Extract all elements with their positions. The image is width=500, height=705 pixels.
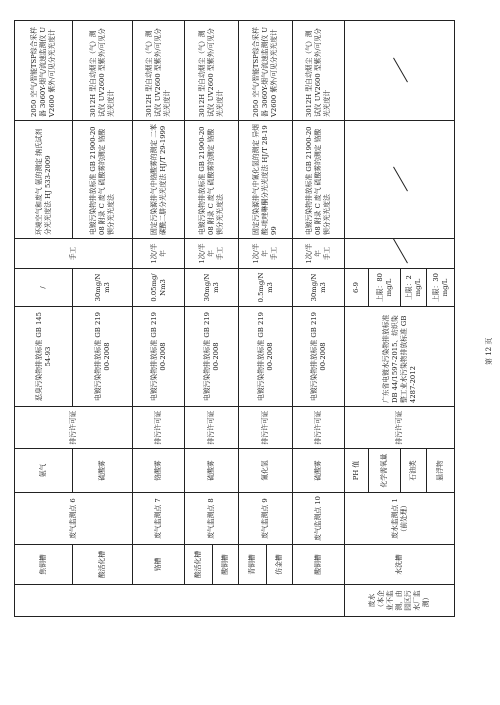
freq-mode: 手工 bbox=[323, 246, 331, 261]
table-row bbox=[133, 21, 185, 617]
area-cell: 焦铜槽 bbox=[15, 545, 73, 585]
monitor-type-cell: 排污许可证 bbox=[239, 407, 293, 449]
freq-mode: 手工 bbox=[216, 246, 224, 261]
limit-cell: 上限：30mg/L bbox=[427, 269, 455, 307]
table-row bbox=[293, 21, 345, 617]
slash-mark bbox=[393, 167, 408, 192]
point-cell: 废气监测点 10 bbox=[293, 493, 345, 545]
area-cell: 仿金槽 bbox=[267, 545, 293, 585]
freq-text: 1次/半年 bbox=[305, 243, 322, 264]
freq-cell: 手工 bbox=[15, 239, 133, 269]
freq-cell bbox=[293, 239, 345, 269]
standard-cell: 电镀污染物排放标准 GB 21900-2008 bbox=[239, 307, 293, 407]
point-cell: 废气监测点 8 bbox=[185, 493, 239, 545]
freq-cell: 1次/半年 bbox=[133, 239, 185, 269]
pollutant-cell: 硫酸雾 bbox=[185, 449, 239, 493]
monitor-type-cell: 排污许可证 bbox=[185, 407, 239, 449]
area-cell: 水洗槽 bbox=[345, 545, 455, 585]
point-cell: 废气监测点 9 bbox=[239, 493, 293, 545]
pollutant-cell: PH 值 bbox=[345, 449, 369, 493]
slash-mark bbox=[393, 239, 408, 264]
limit-cell: 上限：2mg/L bbox=[401, 269, 427, 307]
standard-cell: 恶臭污染物排放标准 GB 14554-93 bbox=[15, 307, 73, 407]
limit-cell: 0.05mg/Nm3 bbox=[133, 269, 185, 307]
instrument-cell: 2050 空气/智能TSP综合采样器 3060Y-烟气/流速监测仪 UV2600 紫外/可见分光光度计 bbox=[15, 21, 73, 121]
area-cell: 酸活化槽 bbox=[185, 545, 213, 585]
freq-cell bbox=[345, 239, 455, 269]
pollutant-cell: 石油类 bbox=[401, 449, 427, 493]
pollutant-cell: 硫酸雾 bbox=[293, 449, 345, 493]
area-cell: 青铜槽 bbox=[239, 545, 267, 585]
table-row bbox=[185, 21, 213, 617]
factory-cell bbox=[15, 585, 345, 617]
pollutant-cell: 铬酸雾 bbox=[133, 449, 185, 493]
pollutant-cell: 氰化氢 bbox=[239, 449, 293, 493]
monitor-type-cell: 排污许可证 bbox=[293, 407, 345, 449]
instrument-cell: 3012H 型自动烟尘（气）测试仪 UV2600 型紫外/可见分光光度计 bbox=[73, 21, 133, 121]
instrument-cell: 3012H 型自动烟尘（气）测试仪 UV2600 型紫外/可见分光光度计 bbox=[133, 21, 185, 121]
freq-cell bbox=[239, 239, 293, 269]
pollutant-cell: 氨气 bbox=[15, 449, 73, 493]
method-cell: 电镀污染物排放标准 GB 21900-2008 附录 C 废气 硫酸雾的测定 铬酸钡分光光度法 bbox=[73, 121, 133, 239]
instrument-cell: 2050 空气/智能TSP综合采样器 3060Y-烟气/流速监测仪 UV2600 紫外/可见分光光度计 bbox=[239, 21, 293, 121]
monitor-type-cell: 排污许可证 bbox=[15, 407, 133, 449]
table-row bbox=[345, 21, 369, 617]
standard-cell: 电镀污染物排放标准 GB 21900-2008 bbox=[133, 307, 185, 407]
table-row bbox=[239, 21, 267, 617]
limit-cell: 上限：80mg/L bbox=[369, 269, 401, 307]
page-number: 第 12 页 bbox=[485, 337, 493, 365]
area-cell: 酸活化槽 bbox=[73, 545, 133, 585]
area-cell: 铬槽 bbox=[133, 545, 185, 585]
instrument-cell: 3012H 型自动烟尘（气）测试仪 UV2600 型紫外/可见分光光度计 bbox=[293, 21, 345, 121]
standard-cell: 电镀污染物排放标准 GB 21900-2008 bbox=[73, 307, 133, 407]
point-cell: 废气监测点 6 bbox=[15, 493, 133, 545]
pollutant-cell: 悬浮物 bbox=[427, 449, 455, 493]
freq-mode: 手工 bbox=[270, 246, 278, 261]
instrument-cell bbox=[345, 21, 455, 121]
instrument-cell: 3012H 型自动烟尘（气）测试仪 UV2600 型紫外/可见分光光度计 bbox=[185, 21, 239, 121]
standard-cell: 电镀污染物排放标准 GB 21900-2008 bbox=[185, 307, 239, 407]
pollutant-cell: 化学需氧量 bbox=[369, 449, 401, 493]
method-cell: 环境空气和废气 氨的测定 纳氏试剂分光光度法 HJ 533-2009 bbox=[15, 121, 73, 239]
freq-text: 1次/半年 bbox=[252, 243, 269, 264]
freq-cell bbox=[185, 239, 239, 269]
monitor-type-cell: 排污许可证 bbox=[345, 407, 455, 449]
limit-cell: 30mg/Nm3 bbox=[73, 269, 133, 307]
monitor-type-cell: 排污许可证 bbox=[133, 407, 185, 449]
method-cell bbox=[345, 121, 455, 239]
point-cell: 废水监测点 1（前处理） bbox=[345, 493, 455, 545]
method-cell: 固定污染源排气中铬酸雾的测定 二苯碳酰二肼分光光度法 HJ/T 29-1999 bbox=[133, 121, 185, 239]
method-cell: 固定污染源排气中氰化氢的测定 异烟酸-吡唑啉酮分光光度法 HJ/T 28-1999 bbox=[239, 121, 293, 239]
method-cell: 电镀污染物排放标准 GB 21900-2008 附录 C 废气 硫酸雾的测定 铬酸钡分光光度法 bbox=[293, 121, 345, 239]
freq-text: 1次/半年 bbox=[198, 243, 215, 264]
area-cell: 酸铜槽 bbox=[213, 545, 239, 585]
method-cell: 电镀污染物排放标准 GB 21900-2008 附录 C 废气 硫酸雾的测定 铬酸钡分光光度法 bbox=[185, 121, 239, 239]
standard-cell: 广东省电镀水污染物排放标准 DB 44/1597-2015、纺织染整工业水污染物排放标准 GB 4287-2012 bbox=[345, 307, 455, 407]
factory-cell: 废水（本企业不监测，由园区污水厂监测） bbox=[345, 585, 455, 617]
limit-cell: 6-9 bbox=[345, 269, 369, 307]
slash-mark bbox=[393, 58, 408, 83]
point-cell: 废气监测点 7 bbox=[133, 493, 185, 545]
monitoring-table bbox=[14, 20, 455, 617]
limit-cell: / bbox=[15, 269, 73, 307]
table-row bbox=[15, 21, 73, 617]
area-cell: 酸铜槽 bbox=[293, 545, 345, 585]
limit-cell: 30mg/Nm3 bbox=[185, 269, 239, 307]
pollutant-cell: 硫酸雾 bbox=[73, 449, 133, 493]
limit-cell: 0.5mg/Nm3 bbox=[239, 269, 293, 307]
standard-cell: 电镀污染物排放标准 GB 21900-2008 bbox=[293, 307, 345, 407]
limit-cell: 30mg/Nm3 bbox=[293, 269, 345, 307]
